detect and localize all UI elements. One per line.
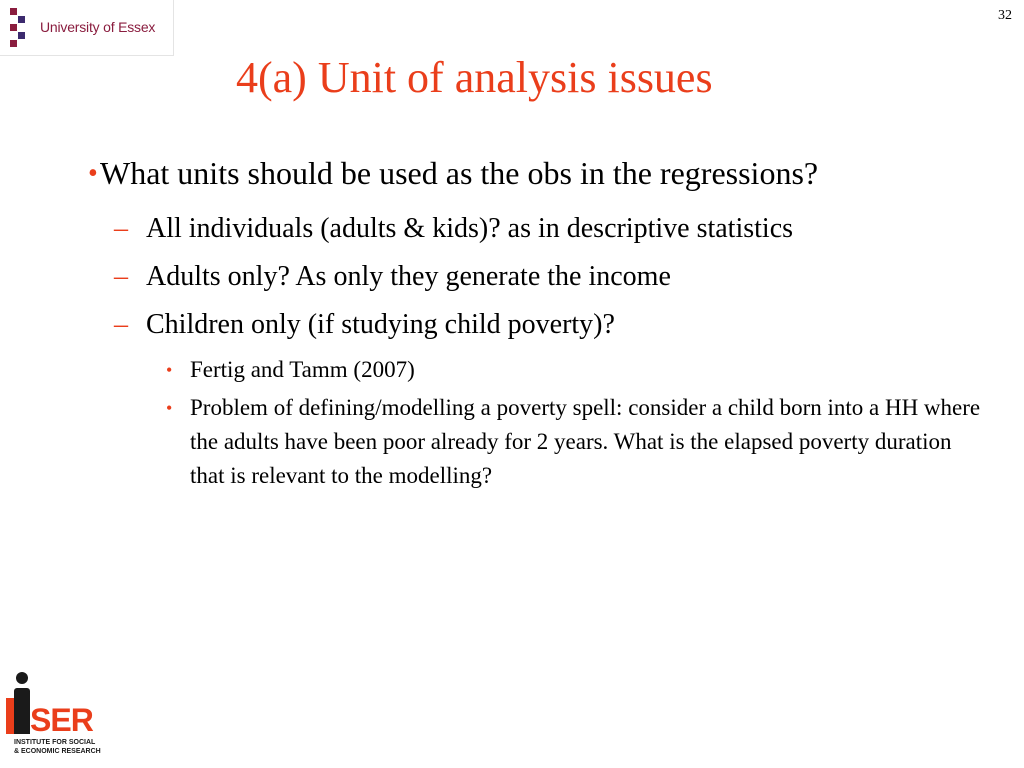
slide-title: 4(a) Unit of analysis issues [236,53,713,102]
iser-accent-bar-icon [6,698,14,734]
iser-figure-head-icon [16,672,28,684]
bullet-text: Adults only? As only they generate the income [146,261,671,292]
iser-logo-subtitle [14,738,104,756]
iser-logo [4,666,104,762]
dash-marker: – [114,309,128,340]
bullet-text: Children only (if studying child poverty)? [146,309,615,340]
iser-figure-body-icon [14,688,30,734]
slide-number: 32 [998,8,1012,23]
iser-subtitle-line1: INSTITUTE FOR SOCIAL [14,739,96,746]
bullet-text: What units should be used as the obs in the regressions? [100,155,819,191]
bullet-marker: • [166,360,173,380]
bullet-level1 [70,152,860,195]
slide-content [70,152,990,493]
bullet-level2 [70,253,990,301]
bullet-text: Fertig and Tamm (2007) [190,357,415,382]
university-of-essex-logo [0,0,174,56]
bullet-text: Problem of defining/modelling a poverty spell: consider a child born into a HH where the adults have been poor already for 2 years. What is the elapsed poverty duration that is relevant to the modelling? [190,395,981,488]
bullet-level2 [70,205,990,253]
essex-logo-mark-icon [10,8,32,48]
essex-logo-text: University of Essex [40,19,156,35]
bullet-level3 [70,391,990,493]
dash-marker: – [114,261,128,292]
dash-marker: – [114,213,128,244]
bullet-marker: • [88,158,98,189]
iser-subtitle-line2: & ECONOMIC RESEARCH [14,748,101,755]
bullet-marker: • [166,398,173,418]
bullet-text: All individuals (adults & kids)? as in descriptive statistics [146,213,794,244]
bullet-level2 [70,301,990,349]
iser-logo-word: SER [30,702,93,738]
sub-bullet-list [70,205,990,349]
bullet-level3 [70,353,990,387]
